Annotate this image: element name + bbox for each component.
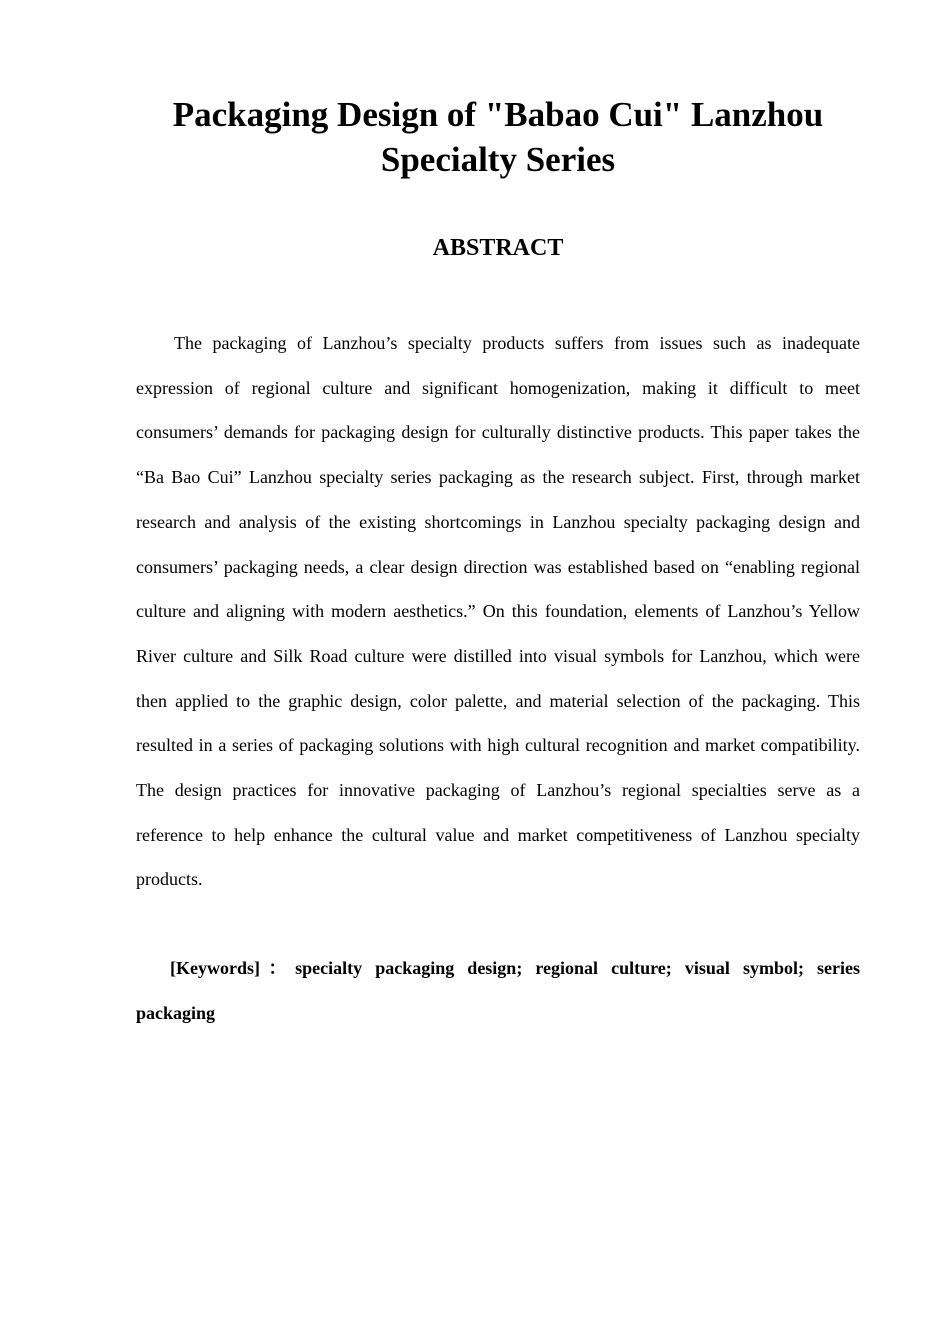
abstract-body: The packaging of Lanzhou’s specialty products suffers from issues such as inadequate expression of regional culture and significant homogenization, making it difficult to meet consumers’ demands for packaging design for culturally distinctive products. This paper takes the “Ba Bao Cui” Lanzhou specialty series packaging as the research subject. First, through market research and analysis of the existing shortcomings in Lanzhou specialty packaging design and consumers’ packaging needs, a clear design direction was established based on “enabling regional culture and aligning with modern aesthetics.” On this foundation, elements of Lanzhou’s Yellow River culture and Silk Road culture were distilled into visual symbols for Lanzhou, which were then applied to the graphic design, color palette, and material selection of the packaging. This resulted in a series of packaging solutions with high cultural recognition and market compatibility. The design practices for innovative packaging of Lanzhou’s regional specialties serve as a reference to help enhance the cultural value and market competitiveness of Lanzhou specialty products. [136,333,860,890]
keywords-label: [Keywords]： [170,958,296,978]
document-title: Packaging Design of "Babao Cui" Lanzhou Specialty Series [172,95,824,179]
keywords-paragraph [136,946,860,1035]
keywords-text: specialty packaging design; regional culture; visual symbol; series packaging [136,958,861,1023]
abstract-heading: ABSTRACT [432,235,564,261]
